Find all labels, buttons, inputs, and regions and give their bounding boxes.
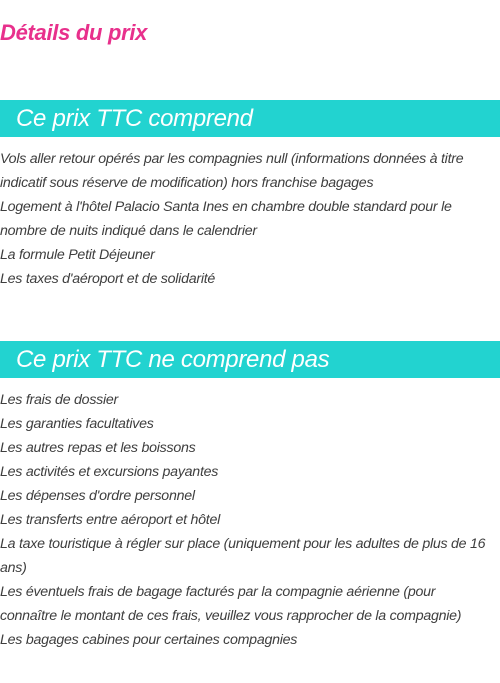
excluded-item: Les garanties facultatives <box>0 416 154 432</box>
excluded-item: Les frais de dossier <box>0 392 119 408</box>
excluded-items-list <box>0 388 500 652</box>
included-section-heading: Ce prix TTC comprend <box>0 100 500 137</box>
excluded-item: Les transferts entre aéroport et hôtel <box>0 512 220 528</box>
included-item: La formule Petit Déjeuner <box>0 247 155 263</box>
page-title: Détails du prix <box>0 20 148 45</box>
excluded-item: Les autres repas et les boissons <box>0 440 196 456</box>
excluded-item: Les bagages cabines pour certaines compagnies <box>0 632 298 648</box>
included-items-list <box>0 147 500 291</box>
excluded-item: Les dépenses d'ordre personnel <box>0 488 195 504</box>
excluded-section-heading: Ce prix TTC ne comprend pas <box>0 341 500 378</box>
included-item: Les taxes d'aéroport et de solidarité <box>0 271 216 287</box>
included-item: Logement à l'hôtel Palacio Santa Ines en chambre double standard pour le nombre de nuits indiqué dans le calendrier <box>0 199 452 239</box>
included-item: Vols aller retour opérés par les compagnies null (informations données à titre indicatif sous réserve de modification) hors franchise bagages <box>0 151 464 191</box>
excluded-item: Les éventuels frais de bagage facturés par la compagnie aérienne (pour connaître le montant de ces frais, veuillez vous rapprocher de la compagnie) <box>0 584 462 624</box>
excluded-item: Les activités et excursions payantes <box>0 464 219 480</box>
excluded-item: La taxe touristique à régler sur place (uniquement pour les adultes de plus de 16 ans) <box>0 536 486 576</box>
